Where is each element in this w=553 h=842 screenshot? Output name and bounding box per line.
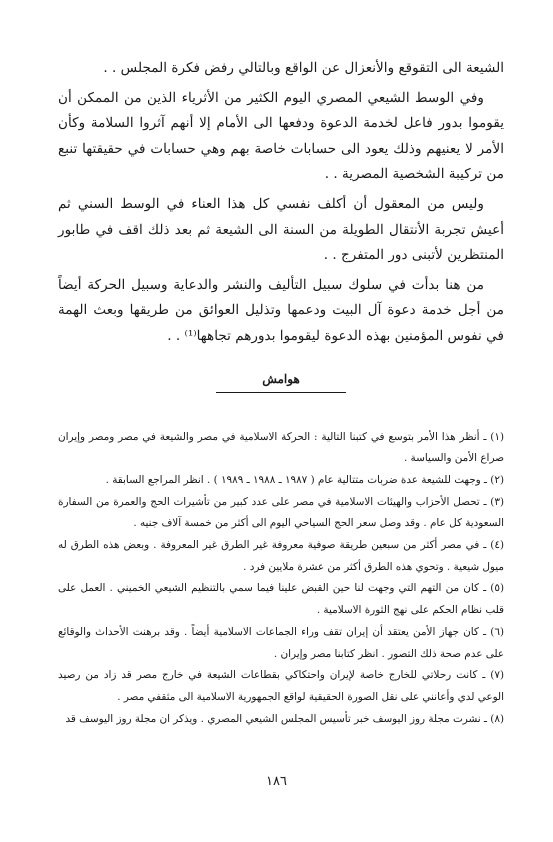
footnote-item: (٨) ـ نشرت مجلة روز اليوسف خبر تأسيس المجلس الشيعي المصري . ويذكر ان مجلة روز اليوسف قد (65, 712, 504, 725)
body-paragraph: من هنا بدأت في سلوك سبيل التأليف والنشر والدعاية وسبيل الحركة أيضاً من أجل خدمة دعوة آل البيت ودعمها وتذليل العوائق من طريقها وبعث الهمة في نفوس المؤمنين بهذه الدعوة ليقوموا بدورهم تجاهها⁽¹⁾ . . (58, 276, 504, 344)
footnotes-divider (216, 392, 346, 393)
footnote-item: (٢) ـ وجهت للشيعة عدة ضربات متتالية عام ( ١٩٨٧ ـ ١٩٨٨ ـ ١٩٨٩ ) . انظر المراجع السابقة . (105, 473, 504, 486)
footnote-item: (١) ـ أنظر هذا الأمر بتوسع في كتبنا التالية : الحركة الاسلامية في مصر والشيعة في مصر ومصر وإيران صراع الأمن والسياسة . (58, 430, 504, 465)
body-paragraph: الشيعة الى التقوقع والأنعزال عن الواقع وبالتالي رفض فكرة المجلس . . (103, 60, 504, 76)
footnote-item: (٧) ـ كانت رحلاتي للخارج خاصة لإيران واحتكاكي بقطاعات الشيعة في خارج مصر قد زاد من رصيد الوعي لدي وأعانني على نقل الصورة الحقيقية لواقع الجمهورية الاسلامية الى مثقفي مصر . (58, 669, 504, 703)
body-paragraph: وفي الوسط الشيعي المصري اليوم الكثير من الأثرياء الذين من الممكن أن يقوموا بدور فاعل لخدمة الدعوة ودفعها الى الأمام إلا أنهم آثروا السلامة وكأن الأمر لا يعنيهم وذلك يعود الى حسابات خاصة بهم وهي حسابات في حقيقتها تنبع من تركيبة الشخصية المصرية . . (58, 89, 504, 183)
page-content (58, 56, 504, 730)
footnote-item: (٦) ـ كان جهاز الأمن يعتقد أن إيران تقف وراء الجماعات الاسلامية أيضاً . وقد برهنت الأحداث والوقائع على عدم صحة ذلك التصور . انظر كتابنا مصر وإيران . (58, 625, 504, 660)
footnote-item: (٣) ـ تحصل الأحزاب والهيئات الاسلامية في مصر على عدد كبير من تأشيرات الحج والعمرة من السفارة السعودية كل عام . وقد وصل سعر الحج السياحي اليوم الى أكثر من خمسة آلاف جنيه . (58, 495, 504, 530)
body-paragraph: وليس من المعقول أن أكلف نفسي كل هذا العناء في الوسط السني ثم أعيش تجربة الأنتقال الطويلة من السنة الى الشيعة ثم بعد ذلك اقف في طابور المنتظرين لأتبنى دور المتفرج . . (58, 195, 504, 264)
footnote-item: (٤) ـ في مصر أكثر من سبعين طريقة صوفية معروفة غير الطرق غير المعروفة . وبعض هذه الطرق له ميول شيعية . وتحوي هذه الطرق أكثر من عشرة ملايين فرد . (58, 539, 504, 573)
footnote-item: (٥) ـ كان من التهم التي وجهت لنا حين القبض علينا فيما سمي بالتنظيم الشيعي الخميني . العمل على قلب نظام الحكم على نهج الثورة الاسلامية . (58, 582, 504, 617)
page-number: ١٨٦ (266, 774, 287, 789)
footnotes-list (58, 427, 504, 731)
footnotes-heading: هوامش (262, 371, 300, 386)
